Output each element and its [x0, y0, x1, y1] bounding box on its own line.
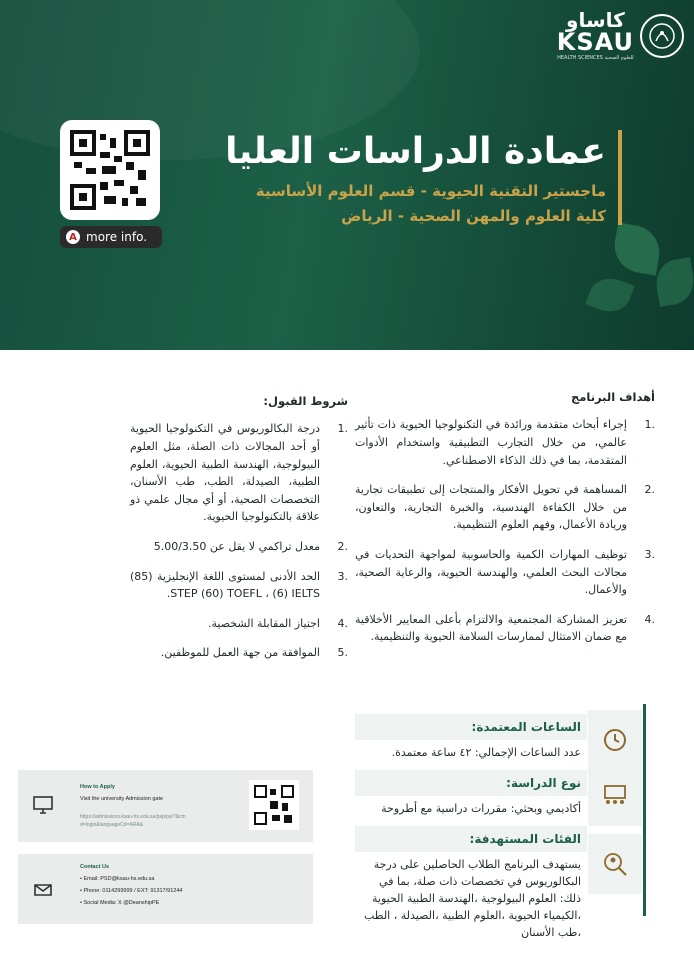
- apply-line: Visit the university Admission gate: [80, 796, 164, 802]
- list-item: .2 معدل تراكمي لا يقل عن 5.00/3.50: [153, 539, 348, 553]
- divider: [643, 704, 646, 916]
- leaf-decoration: [610, 222, 663, 275]
- objectives-heading: أهداف البرنامج: [570, 390, 655, 404]
- list-item: .1 درجة البكالوريوس في التكنولوجيا الحيوية أو أحد المجالات ذات الصلة، مثل العلوم البيولوجية، الهندسة الطبية الحيوية، العلوم الطبية، الصيدلة، الطب، طب الأسنان، التخصصات الصحية، أو أي مجال علمي ذو علاقة بالتكنولوجيا الحيوية.: [130, 422, 348, 524]
- clock-icon: [588, 710, 642, 770]
- target-block: [355, 826, 587, 947]
- ksau-logo: [557, 10, 684, 61]
- list-item: .4 اجتياز المقابلة الشخصية.: [207, 616, 348, 630]
- title-block: [202, 130, 622, 225]
- phone-mail-icon: [24, 870, 62, 908]
- logo-english: KSAU: [556, 28, 634, 56]
- qr-code[interactable]: [60, 120, 160, 220]
- computer-icon: [24, 786, 62, 824]
- contact-social[interactable]: • Social Media: X @DeanshipPE: [80, 900, 160, 906]
- apply-card: [18, 770, 313, 842]
- contact-heading: Contact Us: [80, 864, 110, 870]
- list-item: .2 المساهمة في تحويل الأفكار والمنتجات إلى تطبيقات تجارية من خلال الكفاءة الهندسية، والخبرة التجارية، والتعاون، وريادة الأعمال، وفهم العلوم التنظيمية.: [355, 483, 655, 532]
- apply-link[interactable]: https://admissions.ksau-hs.edu.sa/psp/ps/?&cm: [80, 814, 186, 820]
- contact-card: [18, 854, 313, 924]
- hours-heading: الساعات المعتمدة:: [355, 714, 587, 740]
- objectives-section: [355, 388, 655, 658]
- list-item: .1 إجراء أبحاث متقدمة ورائدة في التكنولوجيا الحيوية ذات تأثير عالمي، من خلال التجارب التطبيقية واستخدام الأدوات المتقدمة، بما في ذلك الذكاء الاصطناعي.: [355, 418, 655, 467]
- study-type-text: أكاديمي وبحثي: مقررات دراسية مع أطروحة: [381, 802, 581, 815]
- qr-code-icon: [70, 130, 150, 210]
- list-item: .3 توظيف المهارات الكمية والحاسوبية لمواجهة التحديات في مجالات البحث العلمي، والهندسة الحيوية، والرعاية الصحية، والأعمال.: [355, 547, 655, 597]
- hours-text: عدد الساعات الإجمالي: ٤٢ ساعة معتمدة.: [391, 746, 581, 759]
- leaf-decoration: [652, 257, 694, 307]
- study-type-heading: نوع الدراسة:: [355, 770, 587, 796]
- admission-heading: شروط القبول:: [263, 394, 348, 408]
- contact-phone[interactable]: • Phone: 0114299999 / EXT: 91317/91244: [80, 888, 183, 894]
- contact-email[interactable]: • Email: PSD@ksau-hs.edu.sa: [80, 876, 155, 882]
- logo-arabic: كاساو: [566, 8, 625, 32]
- page-title: عمادة الدراسات العليا: [225, 131, 606, 172]
- program-subtitle: ماجستير التقنية الحيوية - قسم العلوم الأساسية: [255, 182, 606, 201]
- apply-heading: How to Apply: [80, 784, 115, 790]
- study-type-block: [355, 770, 587, 823]
- seal-icon: [640, 14, 684, 58]
- more-info-label: more info.: [86, 230, 148, 244]
- pdf-icon: A: [66, 230, 80, 244]
- list-item: .3 الحد الأدنى لمستوى اللغة الإنجليزية (85) STEP (60) TOEFL ، (6) IELTS.: [130, 569, 348, 601]
- logo-subtitle: HEALTH SCIENCES للعلوم الصحية: [557, 55, 634, 61]
- hours-block: [355, 714, 587, 767]
- target-text: يستهدف البرنامج الطلاب الحاصلين على درجة البكالوريوس في تخصصات ذات صلة، بما في ذلك: العلوم البيولوجية ،الهندسة الطبية الحيوية ،الكيمياء الحيوية ،العلوم الطبية ،الصيدلة ، الطب ،طب الأسنان: [364, 858, 581, 940]
- leaf-decoration: [585, 272, 634, 318]
- list-item: .4 تعزيز المشاركة المجتمعية والالتزام بأعلى المعايير الأخلاقية مع ضمان الامتثال لممارسات السلامة الحيوية والتنظيمية.: [355, 612, 655, 644]
- apply-qr-icon[interactable]: [249, 780, 299, 830]
- apply-link-cont[interactable]: d=login&languageCd=ARA&: [80, 822, 144, 828]
- college-subtitle: كلية العلوم والمهن الصحية - الرياض: [341, 207, 606, 226]
- list-item: .5 الموافقة من جهة العمل للموظفين.: [160, 646, 348, 660]
- study-icon: [588, 766, 642, 826]
- more-info-button[interactable]: [60, 226, 162, 248]
- admission-section: [130, 392, 348, 674]
- target-heading: الفئات المستهدفة:: [355, 826, 587, 852]
- people-search-icon: [588, 834, 642, 894]
- header-banner: [0, 0, 694, 350]
